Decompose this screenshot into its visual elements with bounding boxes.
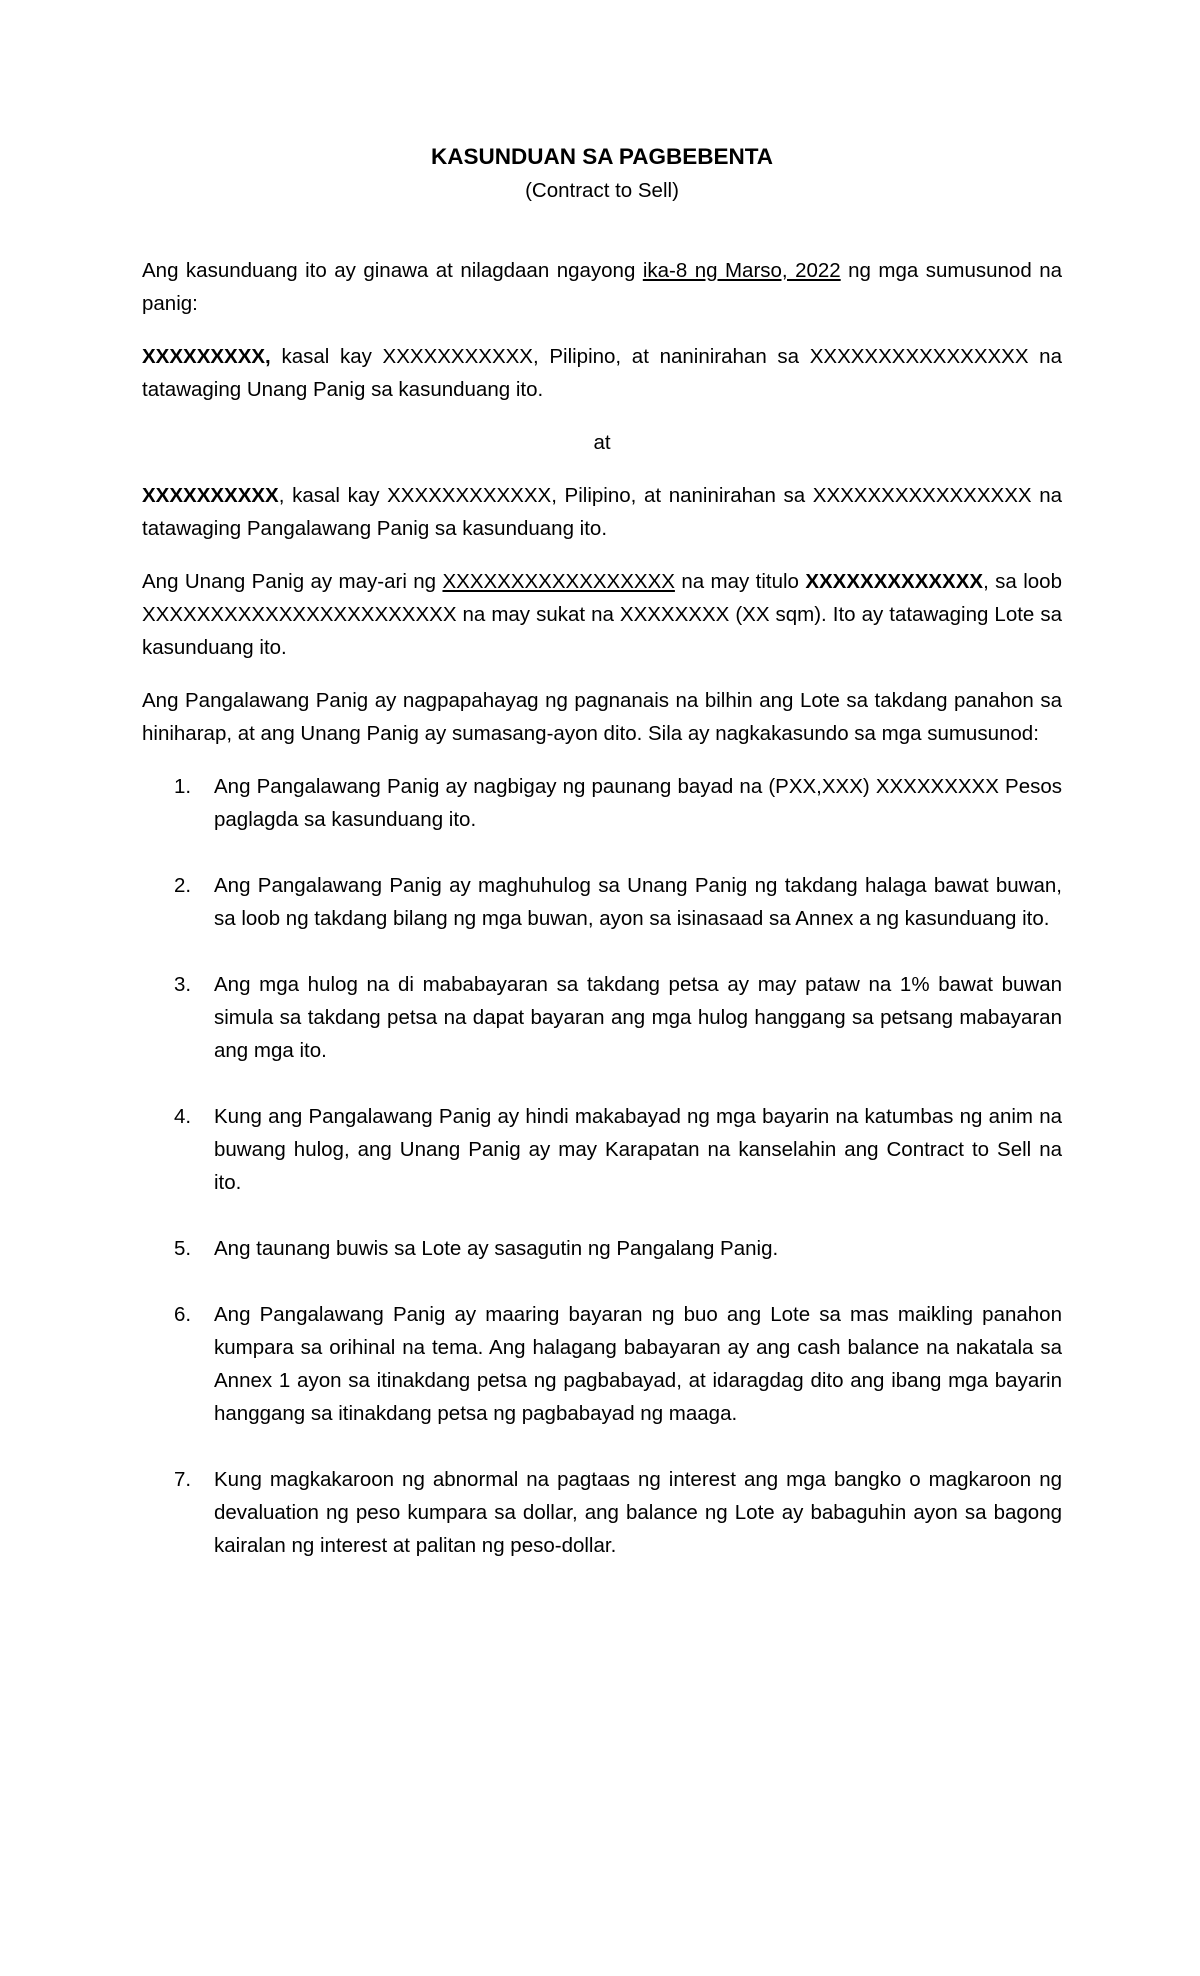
lot-title-number: XXXXXXXXXXXXX — [805, 570, 984, 593]
lot-paragraph — [142, 565, 1062, 664]
list-item — [142, 1100, 1062, 1199]
terms-list — [142, 770, 1062, 1562]
party-separator: at — [593, 431, 611, 454]
document-title: KASUNDUAN SA PAGBEBENTA — [430, 144, 774, 169]
list-item — [142, 869, 1062, 935]
item-number: 5. — [174, 1237, 192, 1260]
lot-property: XXXXXXXXXXXXXXXXX — [442, 570, 675, 593]
item-text: Kung magkakaroon ng abnormal na pagtaas ng interest ang mga bangko o magkaroon ng devaluation ng peso kumpara sa dollar, ang balance ng Lote ay babaguhin ayon sa bagong kairalan ng interest at palitan ng peso-dollar. — [214, 1468, 1062, 1557]
contract-date: ika-8 ng Marso, 2022 — [642, 259, 841, 282]
list-item — [142, 1298, 1062, 1430]
list-item — [142, 770, 1062, 836]
intro-text-before: Ang kasunduang ito ay ginawa at nilagdaan ngayong — [142, 259, 643, 282]
list-item — [142, 1463, 1062, 1562]
item-text: Ang Pangalawang Panig ay maghuhulog sa Unang Panig ng takdang halaga bawat buwan, sa loob ng takdang bilang ng mga buwan, ayon sa isinasaad sa Annex a ng kasunduang ito. — [214, 874, 1062, 930]
lot-text-3: , sa loob XXXXXXXXXXXXXXXXXXXXXXX na may sukat na XXXXXXXX (XX sqm). Ito ay tatawaging Lote sa kasunduang ito. — [142, 570, 1062, 659]
document-subtitle: (Contract to Sell) — [525, 179, 679, 202]
item-text: Ang Pangalawang Panig ay nagbigay ng paunang bayad na (PXX,XXX) XXXXXXXXX Pesos paglagda sa kasunduang ito. — [214, 775, 1062, 831]
lot-text-1: Ang Unang Panig ay may-ari ng — [142, 570, 443, 593]
agreement-intro-paragraph: Ang Pangalawang Panig ay nagpapahayag ng pagnanais na bilhin ang Lote sa takdang panahon sa hiniharap, at ang Unang Panig ay sumasang-ayon dito. Sila ay nagkakasundo sa mga sumusunod: — [142, 689, 1062, 745]
lot-text-2: na may titulo — [674, 570, 806, 593]
item-text: Ang taunang buwis sa Lote ay sasagutin ng Pangalang Panig. — [214, 1237, 779, 1260]
item-text: Ang Pangalawang Panig ay maaring bayaran ng buo ang Lote sa mas maikling panahon kumpara sa orihinal na tema. Ang halagang babayaran ay ang cash balance na nakatala sa Annex 1 ayon sa itinakdang petsa ng pagbabayad, at idaragdag dito ang ibang mga bayarin hanggang sa itinakdang petsa ng pagbabayad ng maaga. — [214, 1303, 1062, 1425]
list-item — [142, 968, 1062, 1067]
first-party-paragraph — [142, 340, 1062, 406]
intro-text-after: ng mga sumusunod na panig: — [142, 259, 1062, 315]
item-number: 7. — [174, 1468, 192, 1491]
first-party-name: XXXXXXXXX, — [142, 345, 271, 368]
item-number: 2. — [174, 874, 192, 897]
second-party-details: , kasal kay XXXXXXXXXXXX, Pilipino, at naninirahan sa XXXXXXXXXXXXXXXX na tatawaging Pangalawang Panig sa kasunduang ito. — [142, 484, 1062, 540]
item-number: 3. — [174, 973, 192, 996]
document-content — [142, 140, 1062, 1595]
first-party-details: kasal kay XXXXXXXXXXX, Pilipino, at naninirahan sa XXXXXXXXXXXXXXXX na tatawaging Unang Panig sa kasunduang ito. — [142, 345, 1062, 401]
item-number: 1. — [174, 775, 192, 798]
intro-paragraph — [142, 254, 1062, 320]
item-number: 6. — [174, 1303, 192, 1326]
list-item — [142, 1232, 1062, 1265]
item-text: Kung ang Pangalawang Panig ay hindi makabayad ng mga bayarin na katumbas ng anim na buwang hulog, ang Unang Panig ay may Karapatan na kanselahin ang Contract to Sell na ito. — [214, 1105, 1062, 1194]
second-party-paragraph — [142, 479, 1062, 545]
item-number: 4. — [174, 1105, 192, 1128]
second-party-name: XXXXXXXXXX — [142, 484, 279, 507]
item-text: Ang mga hulog na di mababayaran sa takdang petsa ay may pataw na 1% bawat buwan simula sa takdang petsa na dapat bayaran ang mga hulog hanggang sa petsang mabayaran ang mga ito. — [214, 973, 1062, 1062]
